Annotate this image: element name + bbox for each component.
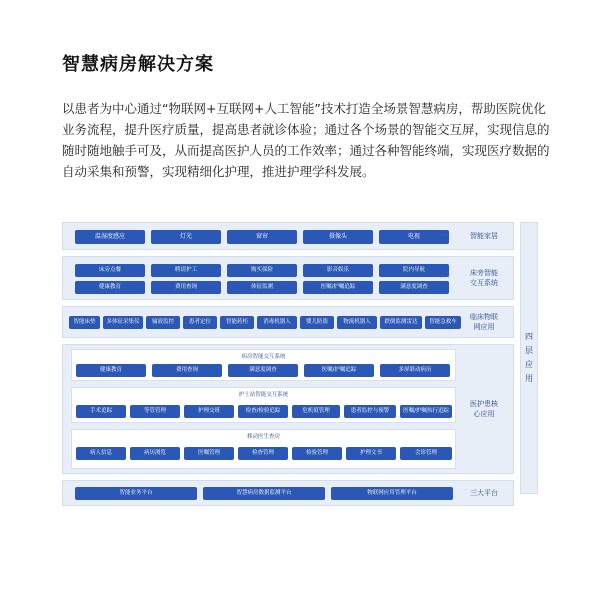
mobile-item[interactable]: 病人信息 xyxy=(76,447,126,460)
four-layer-apps-label: 四 层 应 用 xyxy=(520,222,538,494)
ward-item[interactable]: 满意度调查 xyxy=(228,364,298,377)
mobile-item[interactable]: 护理文书 xyxy=(346,447,396,460)
ward-item[interactable]: 多屏联动病历 xyxy=(380,364,450,377)
nurse-item[interactable]: 检查/检验追踪 xyxy=(238,405,288,418)
row-label-core: 医护患核心应用 xyxy=(470,400,498,418)
panel-title: 护士站智能交互系统 xyxy=(238,392,289,398)
mobile-item[interactable]: 病历浏览 xyxy=(130,447,180,460)
panel-title: 病房智能交互系统 xyxy=(241,354,286,360)
nurse-item[interactable]: 护理交班 xyxy=(184,405,234,418)
iot-item[interactable]: 跌倒监测雷达 xyxy=(380,316,422,329)
iot-item[interactable]: 患者定位 xyxy=(183,316,217,329)
smart-home-item[interactable]: 电视 xyxy=(379,230,449,244)
iot-item[interactable]: 智能床垫 xyxy=(69,316,100,329)
smart-home-item[interactable]: 温湿度感应 xyxy=(75,230,145,244)
nurse-item[interactable]: 等管管理 xyxy=(130,405,180,418)
ward-item[interactable]: 健康教育 xyxy=(76,364,146,377)
page-title: 智慧病房解决方案 xyxy=(62,54,214,75)
bedside-item[interactable]: 影音娱乐 xyxy=(303,264,373,277)
bedside-item[interactable]: 费用查询 xyxy=(151,281,221,294)
iot-item[interactable]: 婴儿防盗 xyxy=(300,316,334,329)
bedside-item[interactable]: 满意度调查 xyxy=(379,281,449,294)
row-label-smart-home: 智能家居 xyxy=(470,232,498,240)
nurse-item[interactable]: 患者监控与预警 xyxy=(344,405,396,418)
bedside-item[interactable]: 聘请护工 xyxy=(151,264,221,277)
smart-home-item[interactable]: 摄像头 xyxy=(303,230,373,244)
ward-item[interactable]: 医嘱/护嘱追踪 xyxy=(304,364,374,377)
row-smart-home xyxy=(62,222,514,250)
bedside-item[interactable]: 购买保险 xyxy=(227,264,297,277)
row-label-iot: 临床物联网应用 xyxy=(470,313,498,331)
page-description: 以患者为中心通过“物联网+互联网+人工智能”技术打造全场景智慧病房，帮助医院优化业务流程，提升医疗质量，提高患者就诊体验；通过各个场景的智能交互屏，实现信息的随时随地触手可及，从而提高医护人员的工作效率；通过各种智能终端，实现医疗数据的自动采集和预警，实现精细化护理，推进护理学科发展。 xyxy=(62,101,550,179)
nurse-item[interactable]: 手术追踪 xyxy=(76,405,126,418)
platform-item[interactable]: 智慧病房数据监测平台 xyxy=(203,487,325,500)
row-platforms xyxy=(62,480,514,506)
more-indicator: ··· xyxy=(440,231,451,240)
bedside-item[interactable]: 体征监测 xyxy=(227,281,297,294)
more-indicator: ··· xyxy=(440,273,451,282)
iot-item[interactable]: 消毒机器人 xyxy=(257,316,297,329)
smart-home-item[interactable]: 窗帘 xyxy=(227,230,297,244)
iot-item[interactable]: 智能药柜 xyxy=(220,316,254,329)
row-core-apps xyxy=(62,344,514,474)
row-clinical-iot xyxy=(62,306,514,338)
platform-item[interactable]: 物联网应用管理平台 xyxy=(331,487,453,500)
architecture-diagram xyxy=(62,222,538,506)
iot-item[interactable]: 智能急救车 xyxy=(425,316,461,329)
row-bedside xyxy=(62,256,514,300)
ward-item[interactable]: 费用查询 xyxy=(152,364,222,377)
nurse-item[interactable]: 医嘱/护嘱执行追踪 xyxy=(400,405,452,418)
row-label-bedside: 床旁智能交互系统 xyxy=(470,269,498,287)
mobile-item[interactable]: 检验管理 xyxy=(292,447,342,460)
panel-mobile-rounds xyxy=(71,429,456,469)
row-label-platforms: 三大平台 xyxy=(470,489,498,497)
panel-nurse-station xyxy=(71,387,456,423)
panel-title: 移动医生查房 xyxy=(246,434,280,440)
nurse-item[interactable]: 危机值管理 xyxy=(292,405,340,418)
iot-item[interactable]: 物流机器人 xyxy=(337,316,377,329)
bedside-item[interactable]: 医嘱/护嘱追踪 xyxy=(303,281,373,294)
smart-home-item[interactable]: 灯光 xyxy=(151,230,221,244)
bedside-item[interactable]: 院内导航 xyxy=(379,264,449,277)
panel-ward-system xyxy=(71,349,456,381)
iot-item[interactable]: 输液监控 xyxy=(146,316,180,329)
mobile-item[interactable]: 医嘱管理 xyxy=(184,447,234,460)
bedside-item[interactable]: 健康教育 xyxy=(75,281,145,294)
iot-item[interactable]: 多体征采集仪 xyxy=(103,316,143,329)
bedside-item[interactable]: 床旁点餐 xyxy=(75,264,145,277)
mobile-item[interactable]: 会诊管理 xyxy=(400,447,452,460)
platform-item[interactable]: 智能业务平台 xyxy=(75,487,197,500)
mobile-item[interactable]: 检查管理 xyxy=(238,447,288,460)
